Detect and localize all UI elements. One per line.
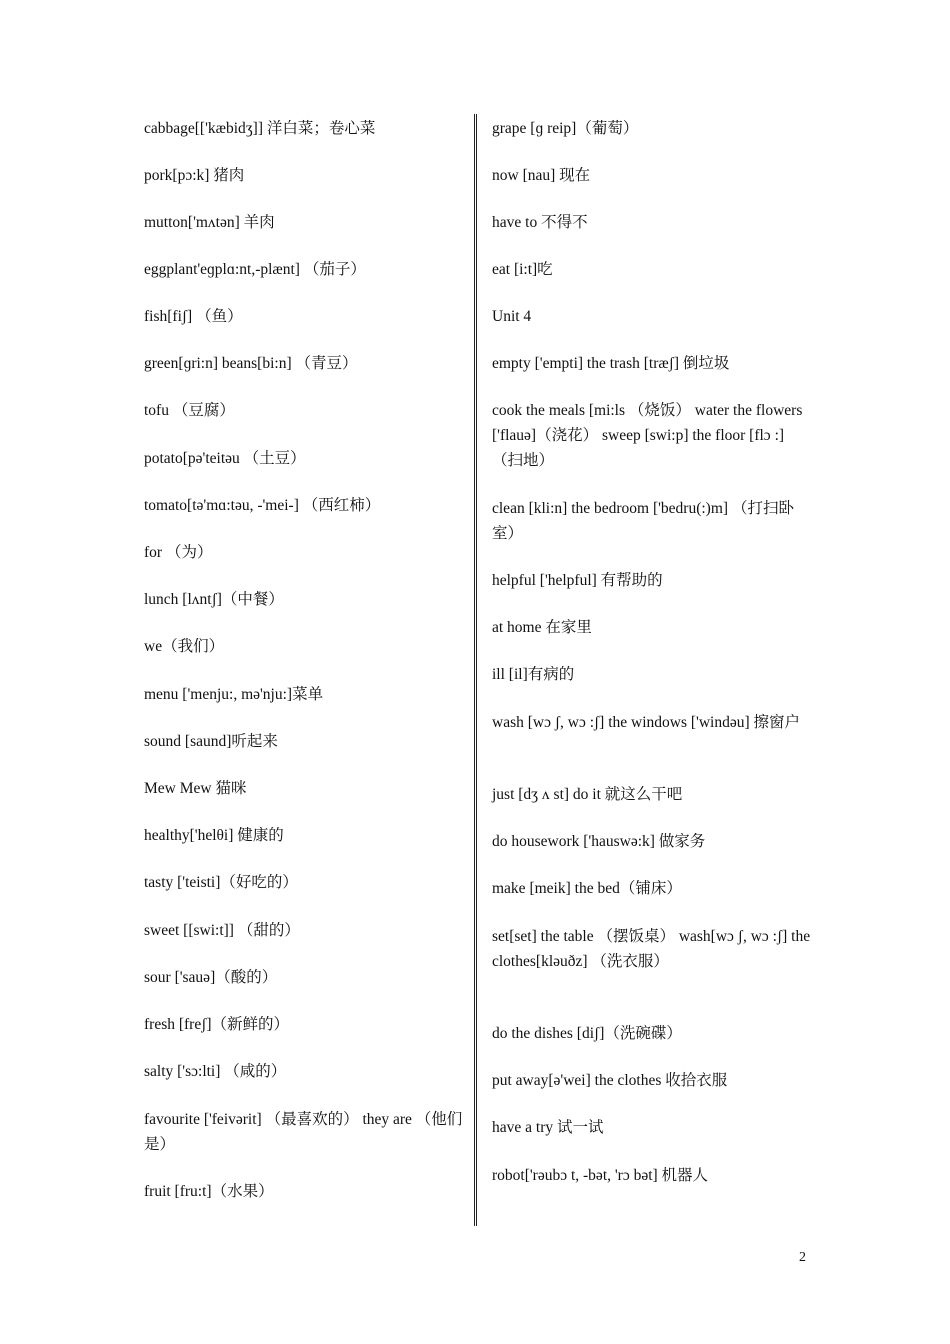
- vocab-entry: now [nau] 现在: [492, 167, 591, 184]
- vocab-entry: menu ['menju:, mə'nju:]菜单: [144, 686, 324, 703]
- vocab-entry: make [meik] the bed（铺床）: [492, 880, 682, 897]
- vocab-entry: clean [kli:n] the bedroom ['bedru(:)m] （打扫卧室）: [492, 500, 794, 542]
- vocab-entry: ill [il]有病的: [492, 666, 575, 683]
- vocab-entry: Mew Mew 猫咪: [144, 780, 247, 797]
- vocab-entry: fruit [fru:t]（水果）: [144, 1183, 274, 1200]
- vocab-entry: eggplant'eɡplɑ:nt,-plænt] （茄子）: [144, 261, 366, 278]
- vocab-entry: just [dʒ ʌ st] do it 就这么干吧: [492, 786, 683, 803]
- vocab-entry: do housework ['hauswə:k] 做家务: [492, 833, 706, 850]
- vocab-entry: put away[ə'wei] the clothes 收拾衣服: [492, 1072, 728, 1089]
- vocab-entry: sound [saund]听起来: [144, 733, 278, 750]
- vocab-entry: set[set] the table （摆饭桌） wash[wɔ ʃ, wɔ :ʃ] the clothes[kləuðz] （洗衣服）: [492, 928, 811, 970]
- vocab-entry: have to 不得不: [492, 214, 588, 231]
- vocab-entry: grape [ɡ reip]（葡萄）: [492, 120, 639, 137]
- page-number: 2: [799, 1250, 806, 1265]
- vocab-entry: robot['rəubɔ t, -bət, 'rɔ bət] 机器人: [492, 1167, 709, 1184]
- vocab-entry: cabbage[['kæbidʒ]] 洋白菜；卷心菜: [144, 120, 376, 137]
- vocab-entry: sweet [[swi:t]] （甜的）: [144, 922, 300, 939]
- vocab-entry: wash [wɔ ʃ, wɔ :ʃ] the windows ['windəu] 擦窗户: [492, 714, 800, 731]
- vocab-entry: healthy['helθi] 健康的: [144, 827, 284, 844]
- vocab-entry: mutton['mʌtən] 羊肉: [144, 214, 275, 231]
- vocab-entry: at home 在家里: [492, 619, 592, 636]
- vocab-entry: helpful ['helpful] 有帮助的: [492, 572, 663, 589]
- vocab-entry: have a try 试一试: [492, 1119, 604, 1136]
- vocab-entry: cook the meals [mi:ls （烧饭） water the flowers ['flauə]（浇花） sweep [swi:p] the floor [flɔ :] （扫地）: [492, 402, 803, 469]
- vocab-entry: fresh [freʃ]（新鲜的）: [144, 1016, 290, 1033]
- vocab-entry: green[ɡri:n] beans[bi:n] （青豆）: [144, 355, 358, 372]
- vocab-entry: empty ['empti] the trash [træʃ] 倒垃圾: [492, 355, 730, 372]
- vocab-entry: salty ['sɔ:lti] （咸的）: [144, 1063, 287, 1080]
- vocab-entry: lunch [lʌntʃ]（中餐）: [144, 591, 284, 608]
- vocab-entry: for （为）: [144, 544, 213, 561]
- vocab-entry: sour ['sauə]（酸的）: [144, 969, 278, 986]
- unit-heading: Unit 4: [492, 308, 532, 325]
- vocab-entry: tomato[tə'mɑ:təu, -'mei-] （西红柿）: [144, 497, 381, 514]
- vocab-entry: tasty ['teisti]（好吃的）: [144, 874, 298, 891]
- vocab-entry: we（我们）: [144, 638, 225, 655]
- vocab-entry: favourite ['feivərit] （最喜欢的） they are （他们是）: [144, 1111, 463, 1153]
- vocab-entry: pork[pɔ:k] 猪肉: [144, 167, 245, 184]
- vocab-entry: fish[fiʃ] （鱼）: [144, 308, 243, 325]
- vocab-entry: tofu （豆腐）: [144, 402, 235, 419]
- column-divider: [474, 114, 477, 1226]
- vocab-entry: potato[pə'teitəu （土豆）: [144, 450, 306, 467]
- vocab-entry: do the dishes [diʃ]（洗碗碟）: [492, 1025, 682, 1042]
- vocab-entry: eat [i:t]吃: [492, 261, 553, 278]
